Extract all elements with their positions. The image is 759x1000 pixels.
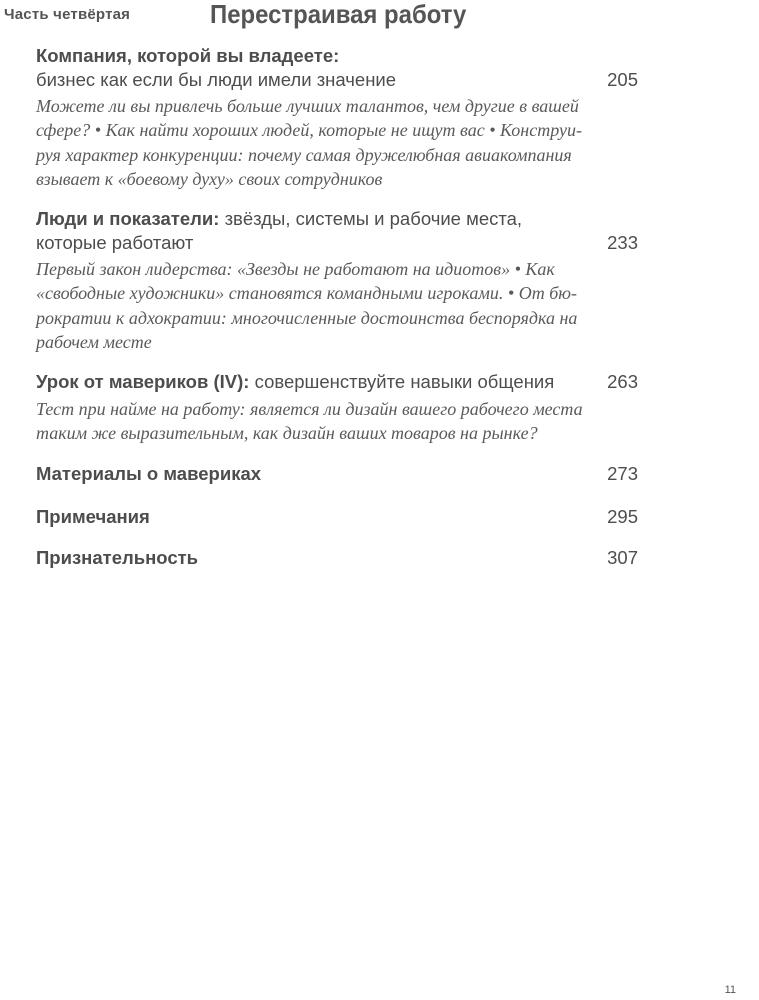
toc-entry-subtitle: которые работают [36,231,194,253]
toc-entry-title: Материалы о мавериках [36,463,262,484]
toc-entry-title: Урок от мавериков (IV): [36,371,250,392]
toc-entry-description [36,257,638,354]
description-line: взывает к «боевому духу» своих сотрудников [36,168,383,189]
toc-page-number: 233 [607,231,638,253]
toc-entry-title: Компания, которой вы владеете: [36,45,340,66]
description-line: рабочем месте [36,331,152,352]
description-line: сфере? • Как найти хороших людей, которые не ищут вас • Конструи- [36,120,582,141]
description-line: рократии к адхократии: многочисленные достоинства беспорядка на [36,307,578,328]
description-line: «свободные художники» становятся командными игроками. • От бю- [36,283,577,304]
toc-entry [36,207,638,354]
toc-entry-subtitle: звёзды, системы и рабочие места, [219,208,523,229]
description-line: руя характер конкуренции: почему самая дружелюбная авиакомпания [36,144,572,165]
part-title: Перестраивая работу [210,0,467,29]
toc-entry [36,462,638,486]
toc-entry [36,546,638,570]
toc-entry [36,505,638,529]
toc-entry-description [36,94,638,191]
toc-entry-subtitle: совершенствуйте навыки общения [249,371,555,392]
toc-entry-description [36,397,638,446]
toc-entry-subtitle: бизнес как если бы люди имели значение [36,68,397,90]
toc-page-number: 205 [607,68,638,90]
description-line: Первый закон лидерства: «Звезды не работают на идиотов» • Как [36,259,555,279]
part-label: Часть четвёртая [4,6,131,23]
toc-page-number: 263 [607,371,638,392]
page-number: 11 [724,984,736,996]
toc-page-number: 295 [607,506,638,527]
description-line: таким же выразительным, как дизайн ваших товаров на рынке? [36,422,538,443]
toc-entry-title: Примечания [36,506,150,527]
description-line: Можете ли вы привлечь больше лучших талантов, чем другие в вашей [36,96,579,116]
toc-page-number: 273 [607,463,638,484]
toc-entry-title: Признательность [36,547,199,568]
toc-entry [36,44,638,191]
toc-entry-title: Люди и показатели: [36,208,220,229]
toc-entry [36,370,638,445]
toc-page-number: 307 [607,547,638,568]
description-line: Тест при найме на работу: является ли дизайн вашего рабочего места [36,398,583,419]
